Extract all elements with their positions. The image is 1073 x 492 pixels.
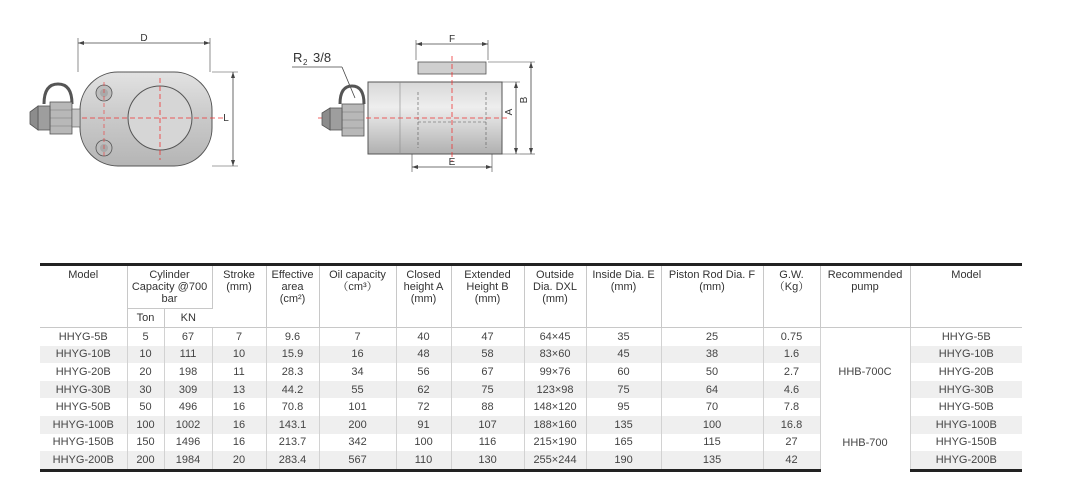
header-capacity: Cylinder Capacity @700 bar [127, 265, 212, 309]
cell-oil: 34 [319, 363, 396, 381]
cell-stroke: 16 [212, 434, 266, 452]
cell-inside: 95 [586, 398, 661, 416]
thread-label-r: R [293, 50, 303, 65]
cell-outside: 255×244 [524, 451, 586, 470]
cell-stroke: 16 [212, 416, 266, 434]
label-l: L [223, 113, 229, 124]
cell-kn: 309 [164, 381, 212, 399]
cell-kn: 1984 [164, 451, 212, 470]
cell-oil: 567 [319, 451, 396, 470]
cell-ton: 50 [127, 398, 164, 416]
cell-piston: 70 [661, 398, 763, 416]
cell-oil: 7 [319, 328, 396, 346]
cell-extended: 107 [451, 416, 524, 434]
header-model-right: Model [910, 265, 1022, 328]
cell-area: 70.8 [266, 398, 319, 416]
header-pump: Recommended pump [820, 265, 910, 328]
cell-oil: 16 [319, 346, 396, 364]
cell-pump: HHB-700 [820, 416, 910, 470]
header-extended: Extended Height B (mm) [451, 265, 524, 328]
cell-closed: 62 [396, 381, 451, 399]
header-inside: Inside Dia. E (mm) [586, 265, 661, 328]
spec-table [40, 263, 1022, 472]
cell-model-right: HHYG-200B [910, 451, 1022, 470]
cell-closed: 72 [396, 398, 451, 416]
cell-model: HHYG-20B [40, 363, 127, 381]
cell-gw: 27 [763, 434, 820, 452]
side-view [292, 34, 535, 172]
header-stroke: Stroke (mm) [212, 265, 266, 328]
header-row [40, 265, 1022, 309]
cell-model-right: HHYG-150B [935, 436, 997, 449]
cell-oil: 342 [319, 434, 396, 452]
cell-area: 143.1 [266, 416, 319, 434]
cell-oil: 200 [319, 416, 396, 434]
cell-extended: 58 [451, 346, 524, 364]
cell-piston: 64 [661, 381, 763, 399]
cell-closed: 91 [396, 416, 451, 434]
cell-closed: 56 [396, 363, 451, 381]
cell-closed: 100 [396, 434, 451, 452]
cell-model: HHYG-10B [40, 346, 127, 364]
cell-oil: 55 [319, 381, 396, 399]
cell-inside: 60 [586, 363, 661, 381]
cell-model: HHYG-200B [40, 451, 127, 470]
cell-stroke: 13 [212, 381, 266, 399]
header-gw: G.W. （Kg） [763, 265, 820, 328]
cell-area: 44.2 [266, 381, 319, 399]
cell-gw: 1.6 [763, 346, 820, 364]
cell-kn: 1496 [164, 434, 212, 452]
thread-label-size: 3/8 [313, 50, 332, 65]
header-kn: KN [164, 309, 212, 328]
cell-area: 28.3 [266, 363, 319, 381]
cell-gw: 0.75 [763, 328, 820, 346]
cell-area: 9.6 [266, 328, 319, 346]
cell-inside: 75 [586, 381, 661, 399]
cell-model-right: HHYG-5B [910, 328, 1022, 346]
header-area: Effective area (cm²) [266, 265, 319, 328]
cell-ton: 100 [127, 416, 164, 434]
cell-area: 15.9 [266, 346, 319, 364]
cell-inside: 165 [586, 434, 661, 452]
header-model: Model [40, 265, 127, 328]
cell-gw: 7.8 [763, 398, 820, 416]
cell-extended: 116 [451, 434, 524, 452]
cell-outside: 64×45 [524, 328, 586, 346]
cell-model: HHYG-150B [40, 434, 127, 452]
cell-kn: 1002 [164, 416, 212, 434]
cell-outside: 215×190 [524, 434, 586, 452]
header-ton: Ton [127, 309, 164, 328]
cell-gw: 16.8 [763, 416, 820, 434]
top-view [30, 33, 238, 166]
cell-extended: 75 [451, 381, 524, 399]
cell-oil: 101 [319, 398, 396, 416]
cell-kn: 198 [164, 363, 212, 381]
cell-piston: 115 [661, 434, 763, 452]
table-row [40, 416, 1022, 434]
spec-table-body [40, 328, 1022, 471]
cell-gw: 4.6 [763, 381, 820, 399]
cell-kn: 111 [164, 346, 212, 364]
cell-ton: 150 [127, 434, 164, 452]
cell-inside: 45 [586, 346, 661, 364]
label-f: F [448, 34, 456, 45]
label-d: D [140, 33, 148, 44]
cell-outside: 188×160 [524, 416, 586, 434]
cell-piston: 38 [661, 346, 763, 364]
cell-model-right: HHYG-50B [938, 401, 994, 414]
cell-pump: HHB-700C [820, 328, 910, 416]
cell-ton: 20 [127, 363, 164, 381]
cell-piston: 100 [661, 416, 763, 434]
cell-outside: 123×98 [524, 381, 586, 399]
header-piston: Piston Rod Dia. F (mm) [661, 265, 763, 328]
cell-stroke: 10 [212, 346, 266, 364]
cell-ton: 5 [127, 328, 164, 346]
cell-closed: 110 [396, 451, 451, 470]
cell-outside: 148×120 [524, 398, 586, 416]
cell-closed: 48 [396, 346, 451, 364]
cell-stroke: 7 [212, 328, 266, 346]
cell-piston: 135 [661, 451, 763, 470]
cell-extended: 47 [451, 328, 524, 346]
cell-model-right: HHYG-20B [938, 365, 994, 378]
cell-piston: 25 [661, 328, 763, 346]
cell-model: HHYG-100B [40, 416, 127, 434]
cell-model-right: HHYG-100B [910, 416, 1022, 434]
cell-piston: 50 [661, 363, 763, 381]
cell-gw: 2.7 [763, 363, 820, 381]
label-b: B [519, 96, 530, 104]
cell-model: HHYG-30B [40, 381, 127, 399]
cell-kn: 496 [164, 398, 212, 416]
cell-outside: 99×76 [524, 363, 586, 381]
cell-extended: 88 [451, 398, 524, 416]
cell-model-right: HHYG-30B [910, 381, 1022, 399]
cell-extended: 67 [451, 363, 524, 381]
cell-kn: 67 [164, 328, 212, 346]
cell-stroke: 20 [212, 451, 266, 470]
cell-stroke: 16 [212, 398, 266, 416]
header-outside: Outside Dia. DXL (mm) [524, 265, 586, 328]
cell-inside: 135 [586, 416, 661, 434]
label-e: E [448, 157, 456, 168]
cell-model-right: HHYG-10B [910, 346, 1022, 364]
cell-area: 283.4 [266, 451, 319, 470]
cell-gw: 42 [763, 451, 820, 470]
cell-extended: 130 [451, 451, 524, 470]
cell-stroke: 11 [212, 363, 266, 381]
header-oil: Oil capacity （cm³） [319, 265, 396, 328]
cell-ton: 200 [127, 451, 164, 470]
cell-model: HHYG-50B [40, 398, 127, 416]
header-closed: Closed height A (mm) [396, 265, 451, 328]
cell-model: HHYG-5B [40, 328, 127, 346]
table-row [40, 328, 1022, 346]
cell-area: 213.7 [266, 434, 319, 452]
cell-inside: 190 [586, 451, 661, 470]
cell-closed: 40 [396, 328, 451, 346]
cell-ton: 30 [127, 381, 164, 399]
cell-ton: 10 [127, 346, 164, 364]
label-a: A [504, 108, 515, 116]
cell-inside: 35 [586, 328, 661, 346]
thread-label-sub: 2 [303, 58, 308, 67]
cell-outside: 83×60 [524, 346, 586, 364]
